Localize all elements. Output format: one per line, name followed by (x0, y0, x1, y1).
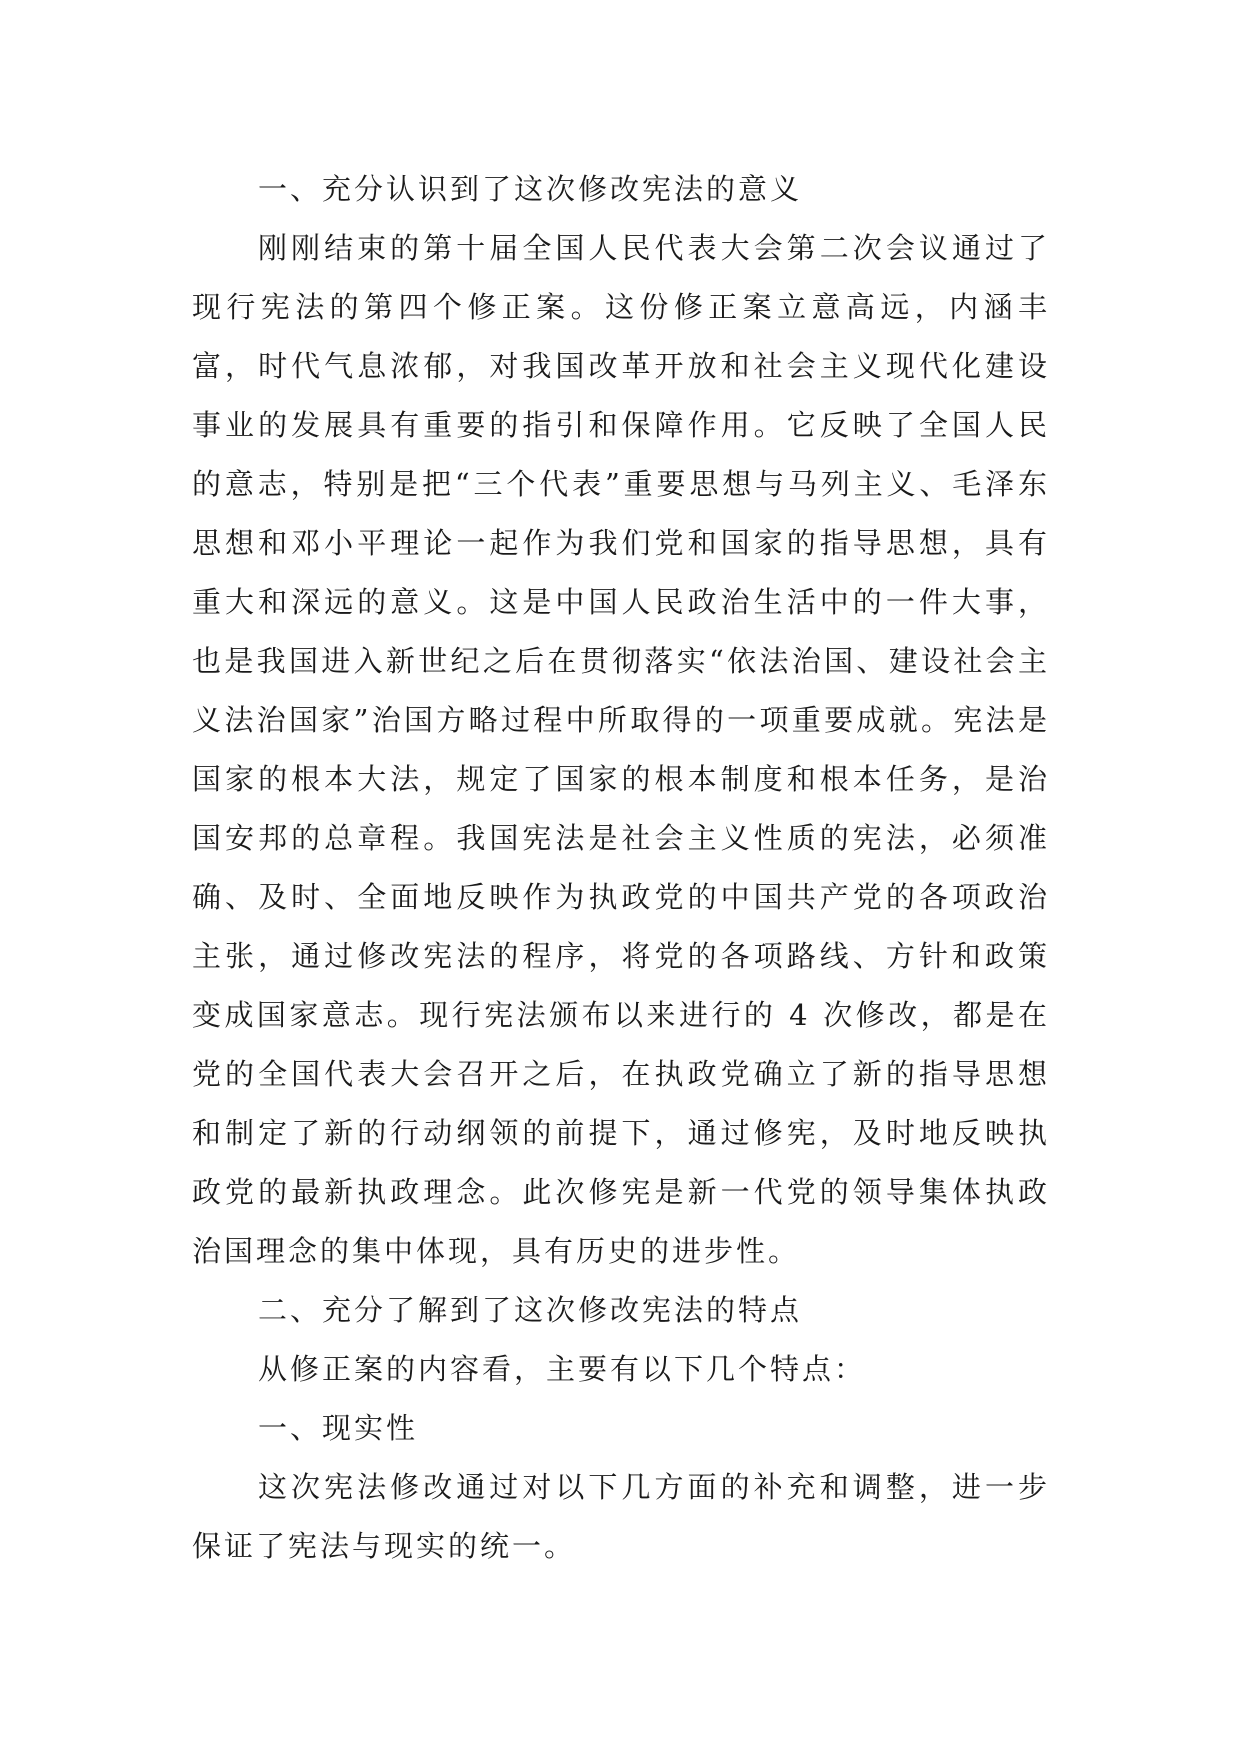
section-heading-2: 二、充分了解到了这次修改宪法的特点 (258, 1293, 803, 1327)
section-heading-3: 一、现实性 (258, 1411, 419, 1445)
body-paragraph-3: 这次宪法修改通过对以下几方面的补充和调整，进一步保证了宪法与现实的统一。 (192, 1470, 1050, 1563)
document-body (192, 160, 1050, 1576)
section-heading-1: 一、充分认识到了这次修改宪法的意义 (258, 172, 803, 206)
body-paragraph-2: 从修正案的内容看，主要有以下几个特点： (258, 1352, 867, 1386)
body-paragraph-1: 刚刚结束的第十届全国人民代表大会第二次会议通过了现行宪法的第四个修正案。这份修正案立意高远，内涵丰富，时代气息浓郁，对我国改革开放和社会主义现代化建设事业的发展具有重要的指引和保障作用。它反映了全国人民的意志，特别是把“三个代表”重要思想与马列主义、毛泽东思想和邓小平理论一起作为我们党和国家的指导思想，具有重大和深远的意义。这是中国人民政治生活中的一件大事，也是我国进入新世纪之后在贯彻落实“依法治国、建设社会主义法治国家”治国方略过程中所取得的一项重要成就。宪法是国家的根本大法，规定了国家的根本制度和根本任务，是治国安邦的总章程。我国宪法是社会主义性质的宪法，必须准确、及时、全面地反映作为执政党的中国共产党的各项政治主张，通过修改宪法的程序，将党的各项路线、方针和政策变成国家意志。现行宪法颁布以来进行的 4 次修改，都是在党的全国代表大会召开之后，在执政党确立了新的指导思想和制定了新的行动纲领的前提下，通过修宪，及时地反映执政党的最新执政理念。此次修宪是新一代党的领导集体执政治国理念的集中体现，具有历史的进步性。 (192, 231, 1050, 1268)
